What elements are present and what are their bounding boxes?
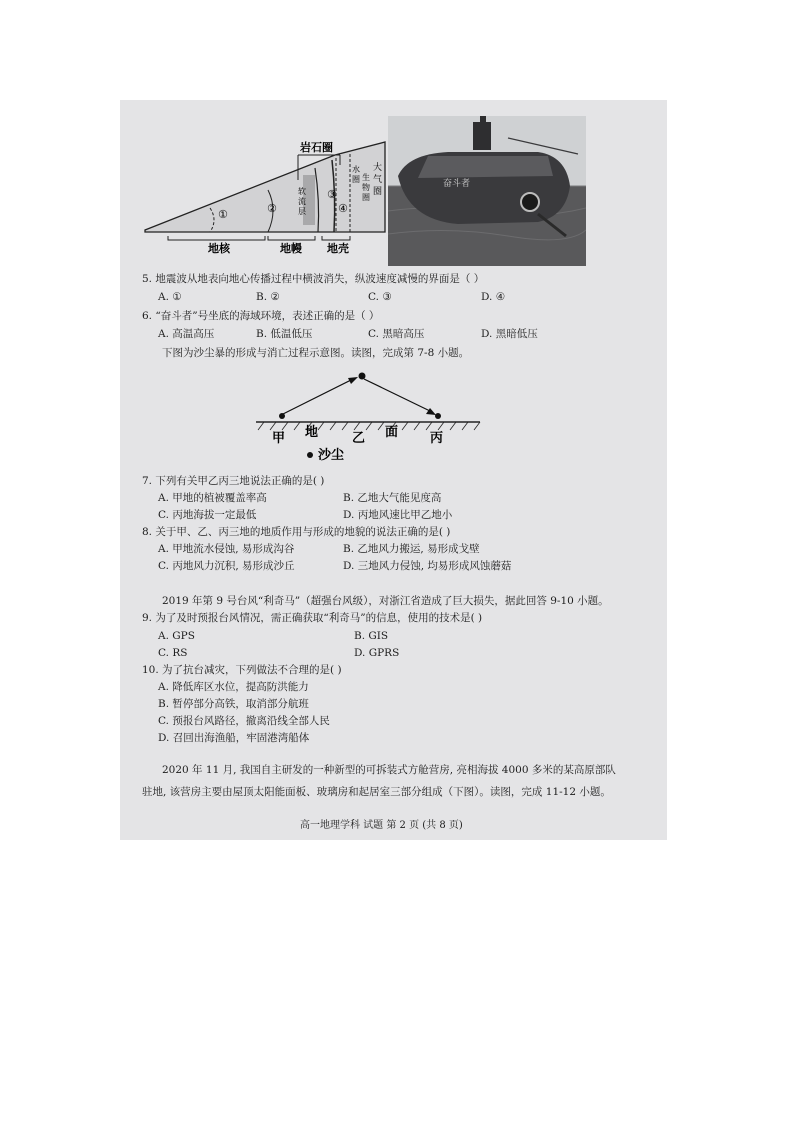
q6-stem: 6. “奋斗者”号坐底的海域环境，表述正确的是（ ）: [142, 310, 380, 322]
biosphere-char-2: 物: [362, 183, 370, 192]
q10-option-d[interactable]: D. 召回出海渔船，牢固港湾船体: [158, 732, 310, 744]
q5-option-a[interactable]: A. ①: [158, 291, 182, 303]
hydrosphere-char-2: 圈: [352, 175, 360, 184]
biosphere-char-1: 生: [362, 173, 370, 182]
marker-3: ③: [327, 188, 337, 201]
place-mian: 面: [385, 425, 399, 440]
q9-option-b[interactable]: B. GIS: [354, 630, 389, 642]
q10-option-a[interactable]: A. 降低库区水位，提高防洪能力: [158, 681, 309, 693]
intro-11-12-line2: 驻地, 该营房主要由屋顶太阳能面板、玻璃房和起居室三部分组成（下图）。读图，完成 11-12 小题。: [142, 786, 611, 798]
q8-option-d[interactable]: D. 三地风力侵蚀, 均易形成风蚀蘑菇: [343, 560, 512, 572]
q5-option-d[interactable]: D. ④: [481, 291, 506, 303]
core-label: 地核: [208, 242, 230, 255]
dust-label: 沙尘: [318, 448, 345, 463]
q5-option-c[interactable]: C. ③: [368, 291, 392, 303]
q5-stem: 5. 地震波从地表向地心传播过程中横波消失，纵波速度减慢的界面是（ ）: [142, 273, 485, 285]
lithosphere-label: 岩石圈: [300, 141, 333, 154]
q10-option-b[interactable]: B. 暂停部分高铁，取消部分航班: [158, 698, 309, 710]
intro-9-10: 2019 年第 9 号台风“利奇马”（超强台风级），对浙江省造成了巨大损失，据此回答 9-10 小题。: [162, 595, 609, 607]
biosphere-char-3: 圈: [362, 193, 370, 202]
submersible-name: 奋斗者: [443, 179, 471, 189]
q7-option-d[interactable]: D. 丙地风速比甲乙地小: [343, 509, 453, 521]
exam-page: [120, 100, 667, 840]
place-jia: 甲: [272, 431, 286, 446]
q8-option-c[interactable]: C. 丙地风力沉积, 易形成沙丘: [158, 560, 295, 572]
q6-option-c[interactable]: C. 黑暗高压: [368, 328, 425, 340]
q8-option-b[interactable]: B. 乙地风力搬运, 易形成戈壁: [343, 543, 480, 555]
mantle-label: 地幔: [280, 242, 302, 255]
atmosphere-char-1: 大: [373, 163, 383, 173]
q6-option-a[interactable]: A. 高温高压: [158, 328, 215, 340]
marker-1: ①: [218, 208, 228, 221]
q9-stem: 9. 为了及时预报台风情况，需正确获取“利奇马”的信息，使用的技术是( ): [142, 612, 483, 624]
sandstorm-diagram: [250, 366, 490, 466]
q7-option-a[interactable]: A. 甲地的植被覆盖率高: [158, 492, 267, 504]
q7-stem: 7. 下列有关甲乙丙三地说法正确的是( ): [142, 475, 325, 487]
q7-option-b[interactable]: B. 乙地大气能见度高: [343, 492, 442, 504]
soft-layer-char-3: 层: [298, 207, 306, 216]
q7-option-c[interactable]: C. 丙地海拔一定最低: [158, 509, 257, 521]
intro-7-8: 下图为沙尘暴的形成与消亡过程示意图。读图，完成第 7-8 小题。: [162, 347, 470, 359]
soft-layer-char-2: 流: [298, 197, 306, 206]
q10-option-c[interactable]: C. 预报台风路径，撤离沿线全部人民: [158, 715, 330, 727]
intro-11-12-line1: 2020 年 11 月, 我国自主研发的一种新型的可拆装式方舱营房, 亮相海拔 4000 多米的某高原部队: [162, 764, 616, 776]
crust-label: 地壳: [327, 242, 349, 255]
q6-option-d[interactable]: D. 黑暗低压: [481, 328, 538, 340]
page-footer: 高一地理学科 试题 第 2 页 (共 8 页): [300, 820, 463, 831]
q6-option-b[interactable]: B. 低温低压: [256, 328, 313, 340]
q9-option-c[interactable]: C. RS: [158, 647, 188, 659]
q8-stem: 8. 关于甲、乙、丙三地的地质作用与形成的地貌的说法正确的是( ): [142, 526, 451, 538]
marker-4: ④: [338, 202, 348, 215]
place-yi: 乙: [352, 431, 366, 446]
q9-option-a[interactable]: A. GPS: [158, 630, 195, 642]
atmosphere-char-2: 气: [373, 175, 383, 185]
q5-option-b[interactable]: B. ②: [256, 291, 280, 303]
submersible-photo: [388, 116, 586, 266]
q9-option-d[interactable]: D. GPRS: [354, 647, 400, 659]
hydrosphere-char-1: 水: [352, 165, 360, 174]
earth-spheres-diagram: [140, 130, 400, 255]
q8-option-a[interactable]: A. 甲地流水侵蚀, 易形成沟谷: [158, 543, 295, 555]
atmosphere-char-3: 圈: [373, 187, 383, 197]
marker-2: ②: [267, 202, 277, 215]
q10-stem: 10. 为了抗台减灾，下列做法不合理的是( ): [142, 664, 342, 676]
soft-layer-char-1: 软: [298, 187, 306, 196]
place-di: 地: [305, 425, 319, 440]
place-bing: 丙: [430, 431, 444, 446]
